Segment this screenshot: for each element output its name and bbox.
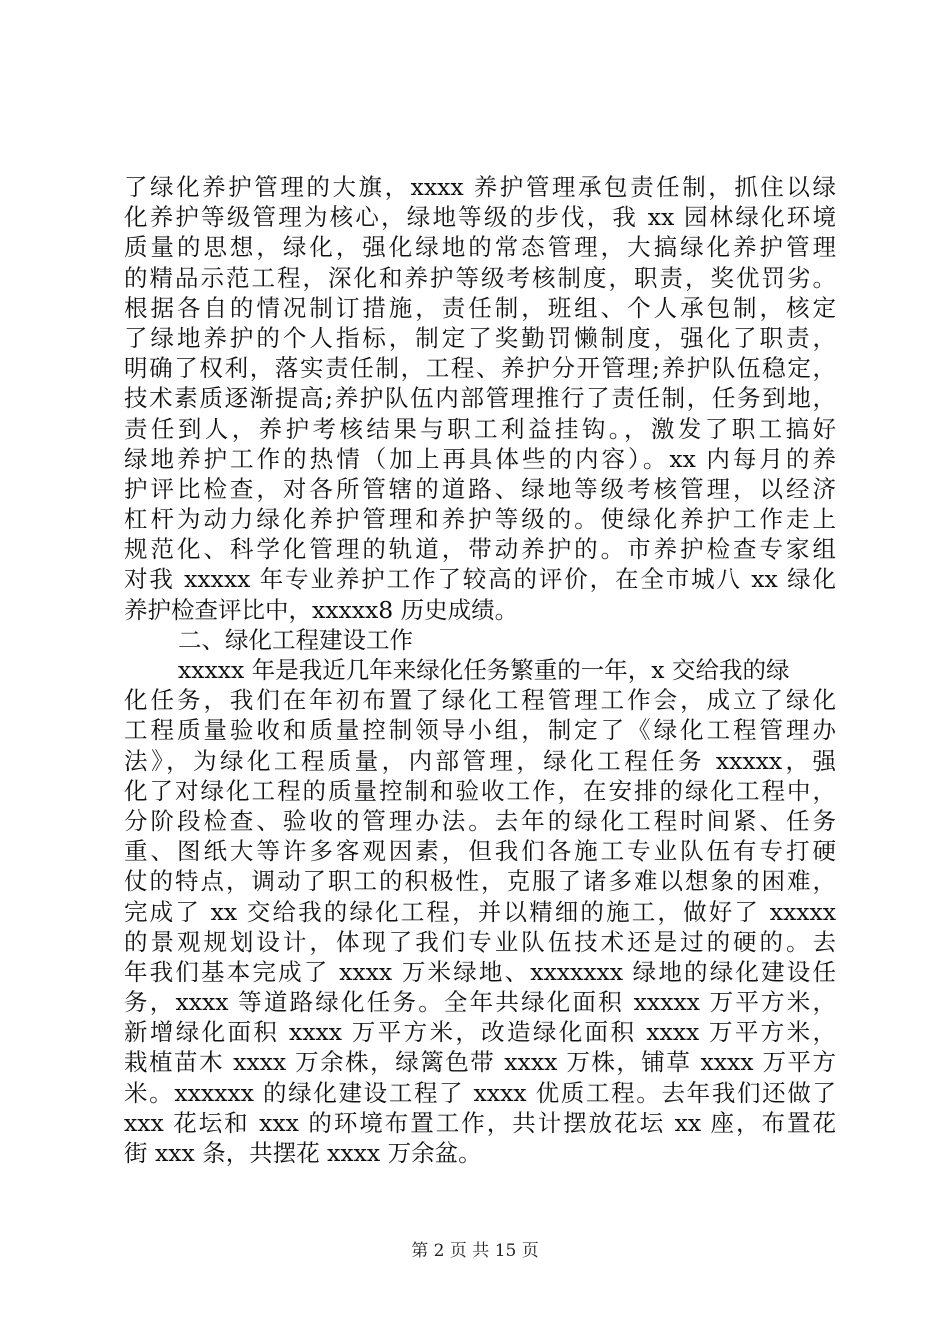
- paragraph-line: 的精品示范工程，深化和养护等级考核制度，职责，奖优罚劣。: [124, 263, 836, 292]
- paragraph-line: 了绿地养护的个人指标，制定了奖勤罚懒制度，强化了职责，: [124, 323, 836, 352]
- paragraph-line: 护评比检查，对各所管辖的道路、绿地等级考核管理，以经济: [124, 474, 836, 503]
- paragraph-line: 对我 xxxxx 年专业养护工作了较高的评价，在全市城八 xx 绿化: [124, 565, 836, 594]
- paragraph-line: 分阶段检查、验收的管理办法。去年的绿化工程时间紧、任务: [124, 806, 836, 835]
- paragraph-line: 仗的特点，调动了职工的积极性，克服了诸多难以想象的困难，: [124, 867, 836, 896]
- paragraph-line: 质量的思想，绿化，强化绿地的常态管理，大搞绿化养护管理: [124, 233, 836, 262]
- paragraph-line: 工程质量验收和质量控制领导小组，制定了《绿化工程管理办: [124, 716, 836, 745]
- paragraph-line: 街 xxx 条，共摆花 xxxx 万余盆。: [124, 1139, 482, 1167]
- paragraph-line: 养护检查评比中，xxxxx8 历史成绩。: [124, 595, 519, 624]
- paragraph-line: 明确了权利，落实责任制，工程、养护分开管理;养护队伍稳定，: [124, 354, 836, 383]
- paragraph-line: 法》，为绿化工程质量，内部管理，绿化工程任务 xxxxx，强: [124, 746, 836, 775]
- paragraph-line: 化任务，我们在年初布置了绿化工程管理工作会，成立了绿化: [124, 686, 836, 715]
- paragraph-line: xxx 花坛和 xxx 的环境布置工作，共计摆放花坛 xx 座，布置花: [124, 1108, 836, 1137]
- paragraph-line: 的景观规划设计，体现了我们专业队伍技术还是过的硬的。去: [124, 927, 836, 956]
- paragraph-line: 绿地养护工作的热情（加上再具体些的内容）。xx 内每月的养: [124, 444, 836, 473]
- document-body: [124, 172, 836, 1168]
- paragraph-line: 完成了 xx 交给我的绿化工程，并以精细的施工，做好了 xxxxx: [124, 897, 836, 926]
- paragraph-line: 栽植苗木 xxxx 万余株，绿篱色带 xxxx 万株，铺草 xxxx 万平方: [124, 1048, 836, 1077]
- paragraph-line: 规范化、科学化管理的轨道，带动养护的。市养护检查专家组: [124, 535, 836, 564]
- paragraph-line: 新增绿化面积 xxxx 万平方米，改造绿化面积 xxxx 万平方米，: [124, 1018, 836, 1047]
- paragraph-line: 了绿化养护管理的大旗，xxxx 养护管理承包责任制，抓住以绿: [124, 173, 836, 201]
- paragraph-line: 化养护等级管理为核心，绿地等级的步伐，我 xx 园林绿化环境: [124, 203, 836, 232]
- section-heading: 二、绿化工程建设工作: [178, 625, 413, 654]
- paragraph-line: 化了对绿化工程的质量控制和验收工作，在安排的绿化工程中，: [124, 776, 836, 805]
- paragraph-line: 重、图纸大等许多客观因素，但我们各施工专业队伍有专打硬: [124, 837, 836, 866]
- page-number-footer: 第 2 页 共 15 页: [411, 1241, 539, 1261]
- paragraph-line: 根据各自的情况制订措施，责任制，班组、个人承包制，核定: [124, 293, 836, 322]
- paragraph-line: xxxxx 年是我近几年来绿化任务繁重的一年，x 交给我的绿: [178, 656, 790, 684]
- paragraph-line: 杠杆为动力绿化养护管理和养护等级的。使绿化养护工作走上: [124, 505, 836, 534]
- paragraph-line: 务，xxxx 等道路绿化任务。全年共绿化面积 xxxxx 万平方米，: [124, 988, 836, 1017]
- paragraph-line: 责任到人，养护考核结果与职工利益挂钩。，激发了职工搞好: [124, 414, 836, 443]
- paragraph-line: 技术素质逐渐提高;养护队伍内部管理推行了责任制，任务到地，: [124, 384, 836, 413]
- paragraph-line: 年我们基本完成了 xxxx 万米绿地、xxxxxxx 绿地的绿化建设任: [124, 957, 836, 986]
- paragraph-line: 米。xxxxxx 的绿化建设工程了 xxxx 优质工程。去年我们还做了: [124, 1078, 836, 1107]
